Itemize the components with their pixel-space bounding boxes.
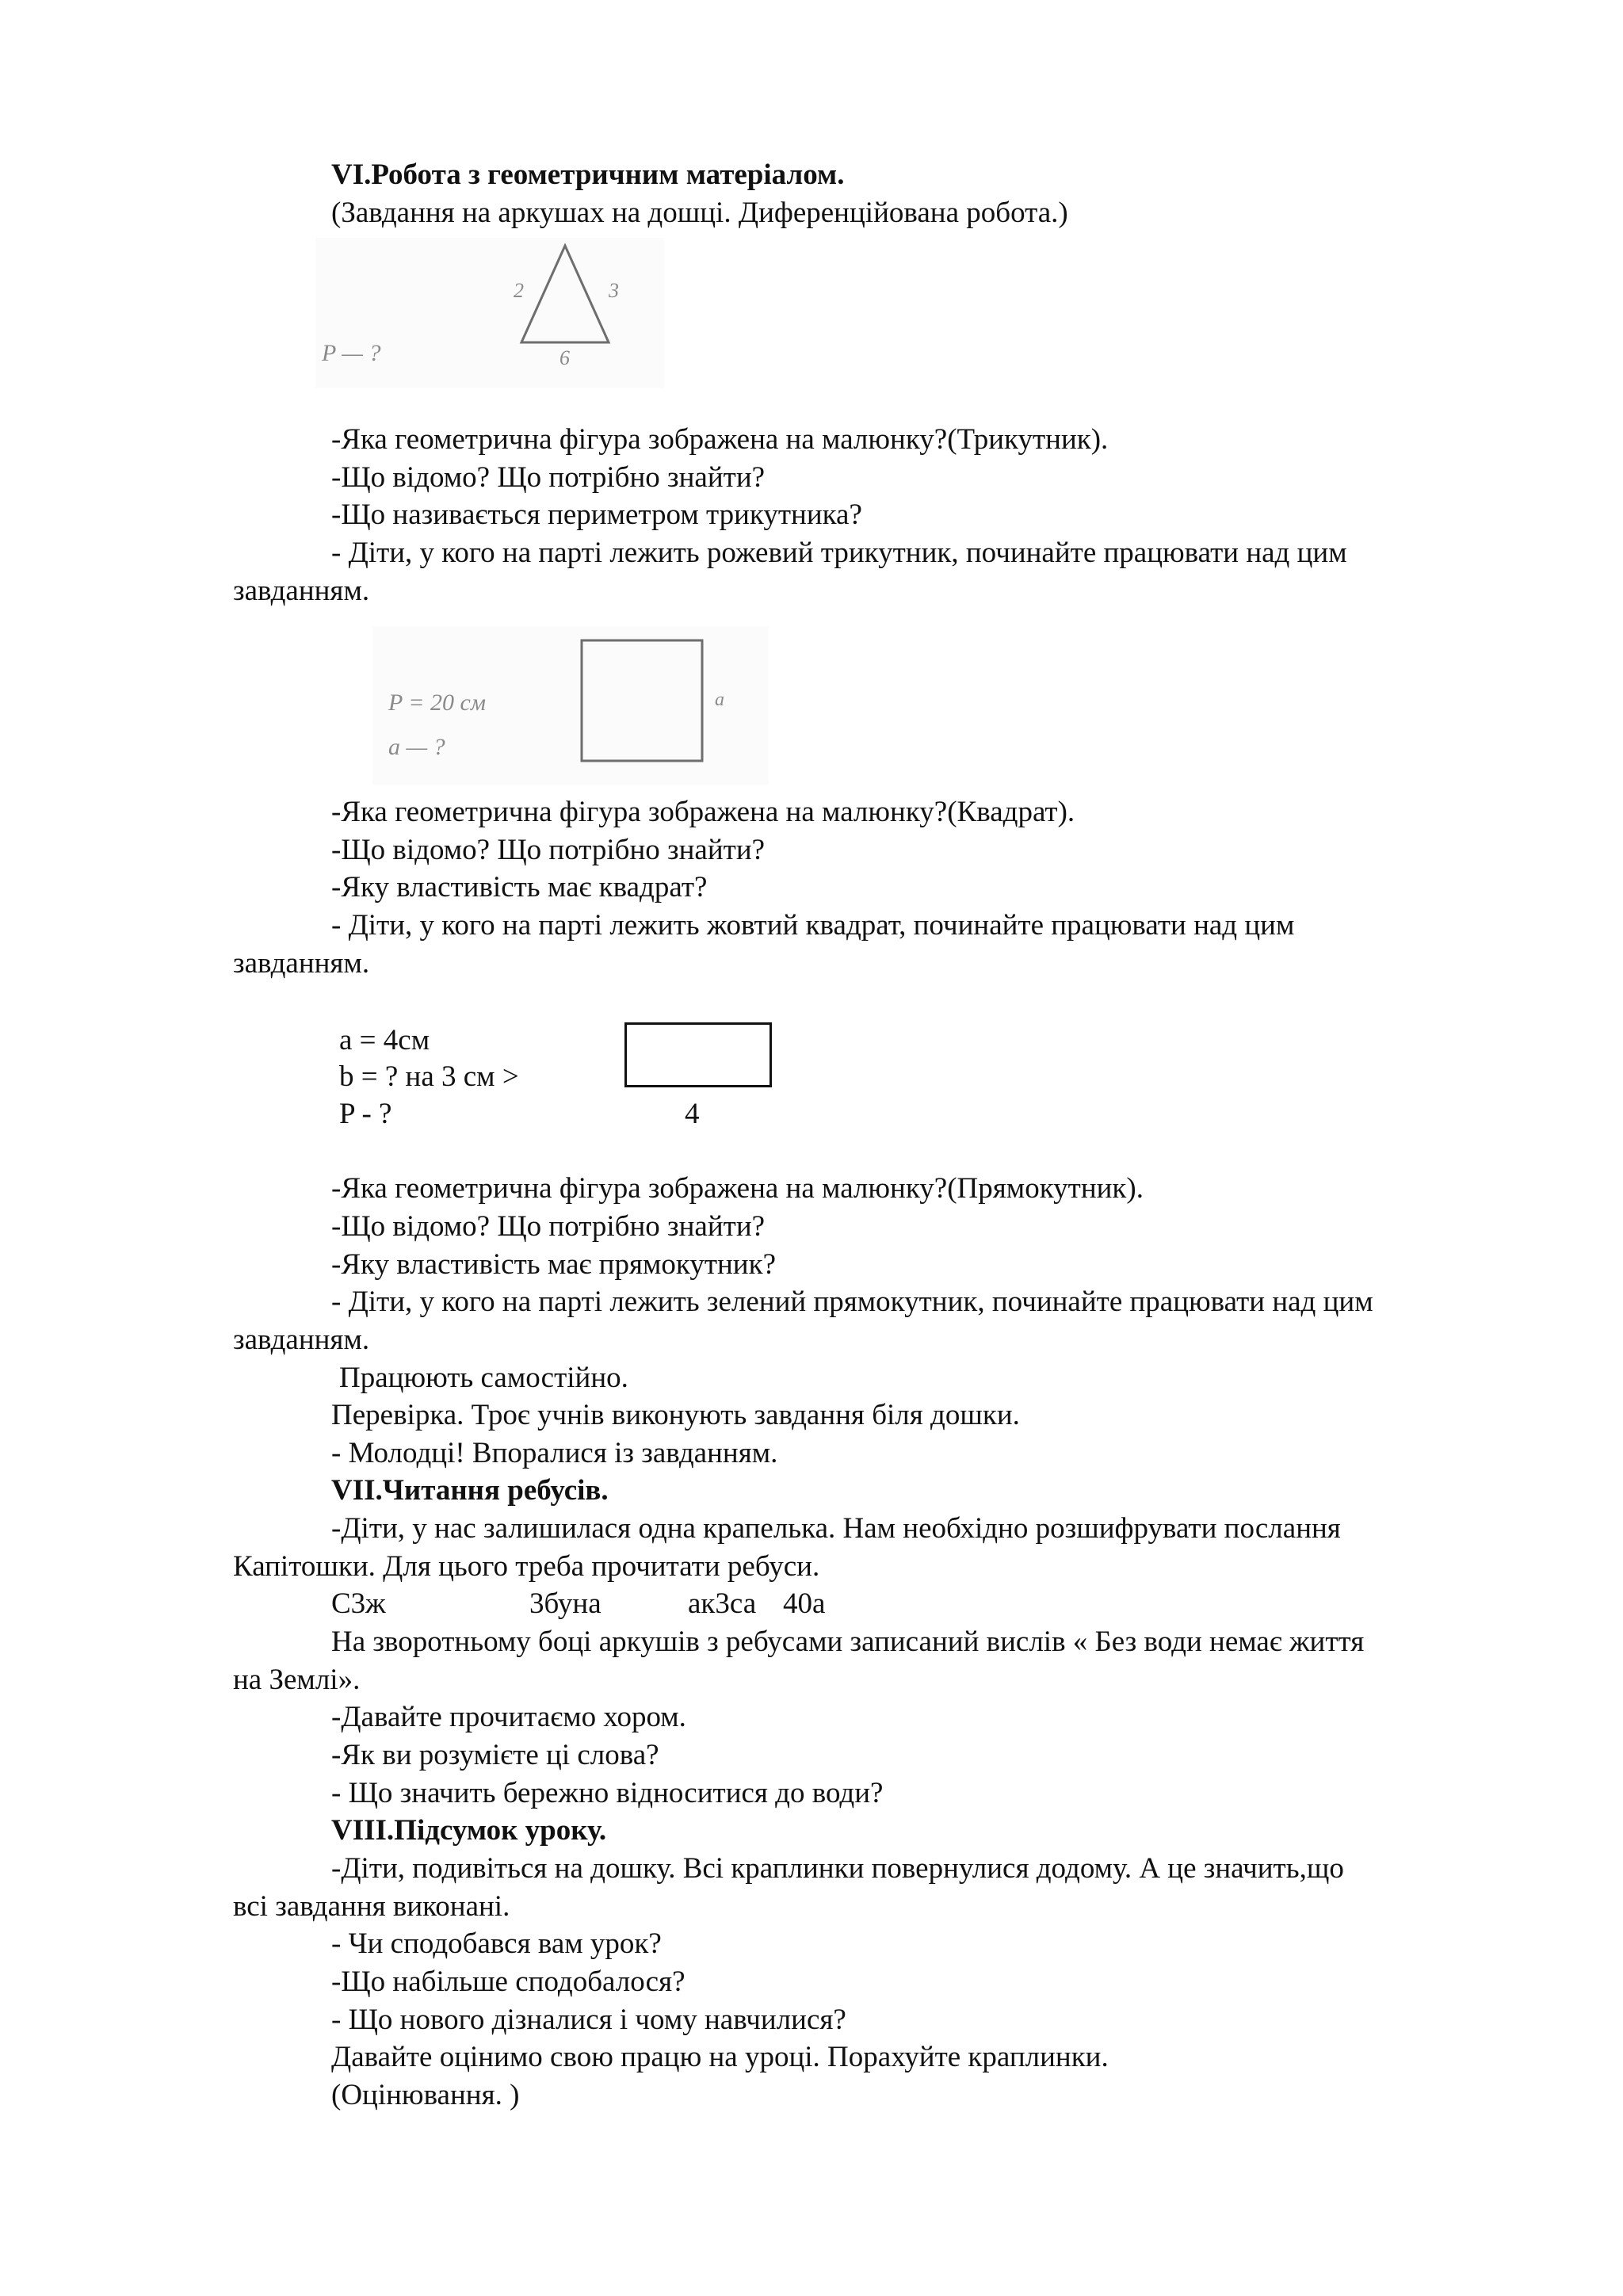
triangle-side-left: 2	[514, 279, 524, 302]
praise: - Молодці! Впоралися із завданням.	[331, 1437, 778, 1469]
section-heading-6: VI.Робота з геометричним матеріалом.	[331, 159, 845, 191]
square-side-label: a	[715, 690, 724, 710]
section8-paragraph-5: Давайте оцінимо свою працю на уроці. Порахуйте краплинки.	[331, 2041, 1109, 2073]
section7-paragraph-1: -Діти, у нас залишилася одна крапелька. Нам необхідно розшифрувати послання	[331, 1512, 1341, 1545]
task2-instruction: - Діти, у кого на парті лежить жовтий квадрат, починайте працювати над цим	[331, 909, 1295, 942]
triangle-question: P — ?	[322, 340, 381, 366]
section8-paragraph-1: -Діти, подивіться на дошку. Всі краплинки повернулися додому. А це значить,що	[331, 1852, 1344, 1885]
square-question: a — ?	[388, 734, 445, 760]
task1-instruction-cont: завданням.	[233, 575, 370, 607]
section8-paragraph-3: -Що набільше сподобалося?	[331, 1966, 685, 1998]
section7-paragraph-3: -Давайте прочитаємо хором.	[331, 1701, 686, 1733]
task1-instruction: - Діти, у кого на парті лежить рожевий трикутник, починайте працювати над цим	[331, 537, 1347, 569]
section-subtitle-6: (Завдання на аркушах на дошці. Диференційована робота.)	[331, 197, 1068, 229]
task1-question-3: -Що називається периметром трикутника?	[331, 499, 862, 531]
task3-question-2: -Що відомо? Що потрібно знайти?	[331, 1210, 766, 1243]
section-heading-7: VII.Читання ребусів.	[331, 1474, 609, 1507]
section8-paragraph-4: - Що нового дізналися і чому навчилися?	[331, 2004, 846, 2036]
verification: Перевірка. Троє учнів виконують завдання біля дошки.	[331, 1399, 1020, 1431]
section-heading-8: VIII.Підсумок уроку.	[331, 1814, 607, 1847]
section8-paragraph-6: (Оцінювання. )	[331, 2079, 520, 2111]
rebus-4: 40а	[783, 1587, 826, 1620]
rebus-1: С3ж	[331, 1587, 386, 1620]
task3-instruction: - Діти, у кого на парті лежить зелений прямокутник, починайте працювати над цим	[331, 1286, 1373, 1318]
rebus-3: ак3са	[688, 1587, 757, 1620]
task1-question-1: -Яка геометрична фігура зображена на малюнку?(Трикутник).	[331, 423, 1109, 456]
task2-question-2: -Що відомо? Що потрібно знайти?	[331, 834, 766, 866]
section8-paragraph-1-cont: всі завдання виконані.	[233, 1890, 510, 1923]
section7-paragraph-2: На зворотньому боці аркушів з ребусами записаний вислів « Без води немає життя	[331, 1626, 1365, 1658]
task2-instruction-cont: завданням.	[233, 947, 370, 980]
square-figure	[372, 626, 769, 785]
rect-given-b: b = ? на 3 см >	[339, 1060, 519, 1093]
task3-instruction-cont: завданням.	[233, 1324, 370, 1356]
section7-paragraph-1-cont: Капітошки. Для цього треба прочитати ребуси.	[233, 1550, 820, 1583]
rectangle-shape	[624, 1022, 772, 1087]
triangle-figure	[315, 238, 664, 388]
task2-question-3: -Яку властивість має квадрат?	[331, 871, 708, 904]
triangle-side-right: 3	[609, 279, 619, 302]
square-perimeter: P = 20 см	[388, 690, 486, 716]
task3-question-3: -Яку властивість має прямокутник?	[331, 1248, 776, 1281]
rect-side-label: 4	[685, 1098, 700, 1130]
section8-paragraph-2: - Чи сподобався вам урок?	[331, 1927, 662, 1960]
section7-paragraph-5: - Що значить бережно відноситися до води?	[331, 1777, 884, 1809]
task3-question-1: -Яка геометрична фігура зображена на малюнку?(Прямокутник).	[331, 1172, 1144, 1205]
task2-question-1: -Яка геометрична фігура зображена на малюнку?(Квадрат).	[331, 796, 1075, 828]
section7-paragraph-4: -Як ви розумієте ці слова?	[331, 1739, 659, 1771]
rect-question-p: P - ?	[339, 1098, 392, 1130]
section7-paragraph-2-cont: на Землі».	[233, 1664, 361, 1696]
rebus-2: 3буна	[529, 1587, 601, 1620]
task1-question-2: -Що відомо? Що потрібно знайти?	[331, 461, 766, 494]
triangle-base: 6	[559, 346, 570, 369]
independent-work: Працюють самостійно.	[339, 1362, 628, 1394]
rect-given-a: a = 4см	[339, 1024, 430, 1056]
